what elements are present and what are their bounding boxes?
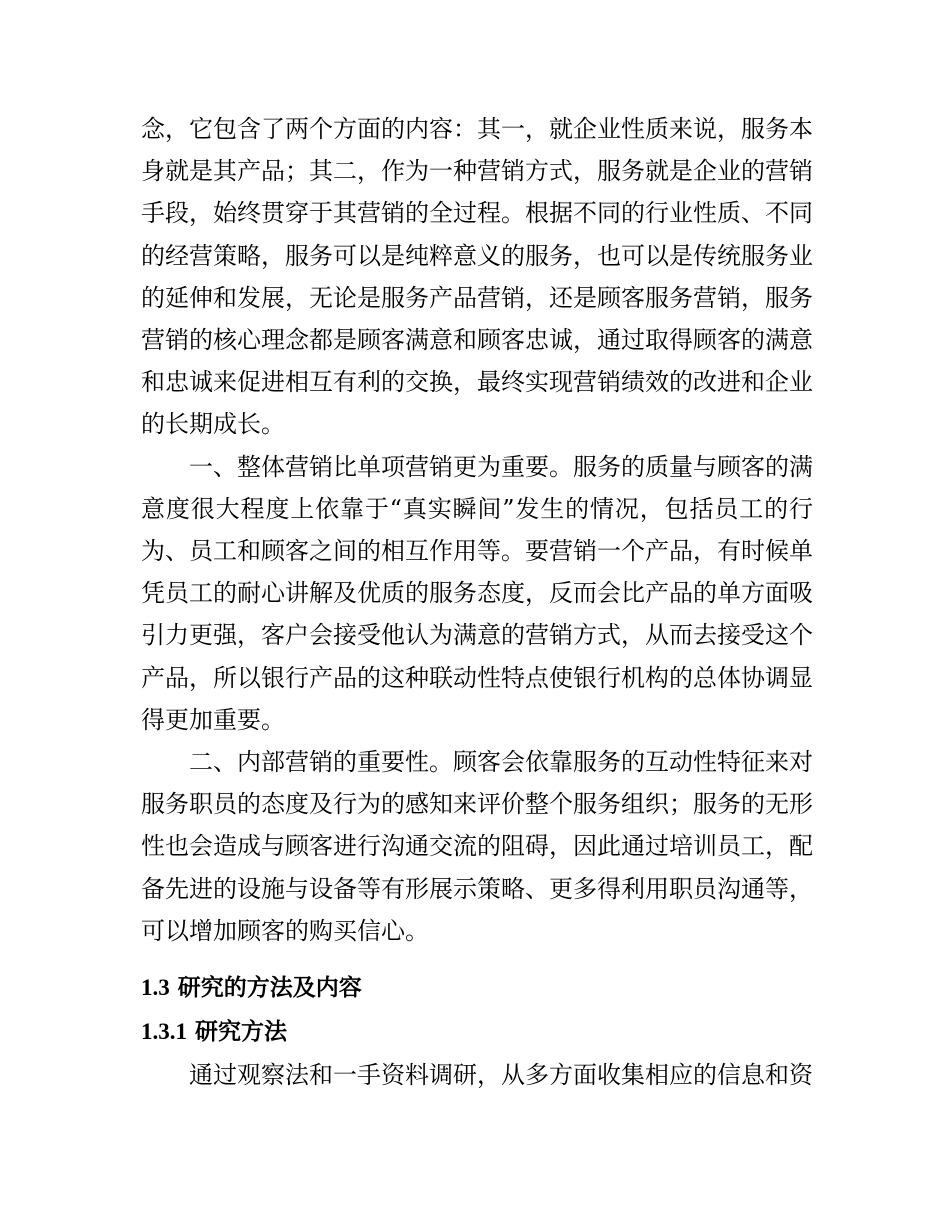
subsection-number: 1.3.1	[141, 1019, 187, 1045]
document-page	[141, 108, 813, 1096]
paragraph-research-method: 通过观察法和一手资料调研，从多方面收集相应的信息和资	[189, 1061, 813, 1090]
section-title: 研究的方法及内容	[177, 975, 362, 1002]
subsection-title: 研究方法	[195, 1018, 288, 1046]
section-heading	[141, 966, 813, 1010]
paragraph-internal-marketing: 二、内部营销的重要性。顾客会依靠服务的互动性特征来对服务职员的态度及行为的感知来评价整个服务组织；服务的无形性也会造成与顾客进行沟通交流的阻碍，因此通过培训员工，配备先进的设施与设备等有形展示策略、更多得利用职员沟通等，可以增加顾客的购买信心。	[141, 748, 813, 945]
paragraph-overall-marketing: 一、整体营销比单项营销更为重要。服务的质量与顾客的满意度很大程度上依靠于“真实瞬间”发生的情况，包括员工的行为、员工和顾客之间的相互作用等。要营销一个产品，有时候单凭员工的耐心讲解及优质的服务态度，反而会比产品的单方面吸引力更强，客户会接受他认为满意的营销方式，从而去接受这个产品，所以银行产品的这种联动性特点使银行机构的总体协调显得更加重要。	[141, 452, 813, 734]
subsection-heading	[141, 1010, 813, 1054]
section-number: 1.3	[141, 975, 170, 1001]
paragraph-continuation: 念，它包含了两个方面的内容：其一，就企业性质来说，服务本身就是其产品；其二，作为一种营销方式，服务就是企业的营销手段，始终贯穿于其营销的全过程。根据不同的行业性质、不同的经营策略，服务可以是纯粹意义的服务，也可以是传统服务业的延伸和发展，无论是服务产品营销，还是顾客服务营销，服务营销的核心理念都是顾客满意和顾客忠诚，通过取得顾客的满意和忠诚来促进相互有利的交换，最终实现营销绩效的改进和企业的长期成长。	[141, 115, 813, 439]
